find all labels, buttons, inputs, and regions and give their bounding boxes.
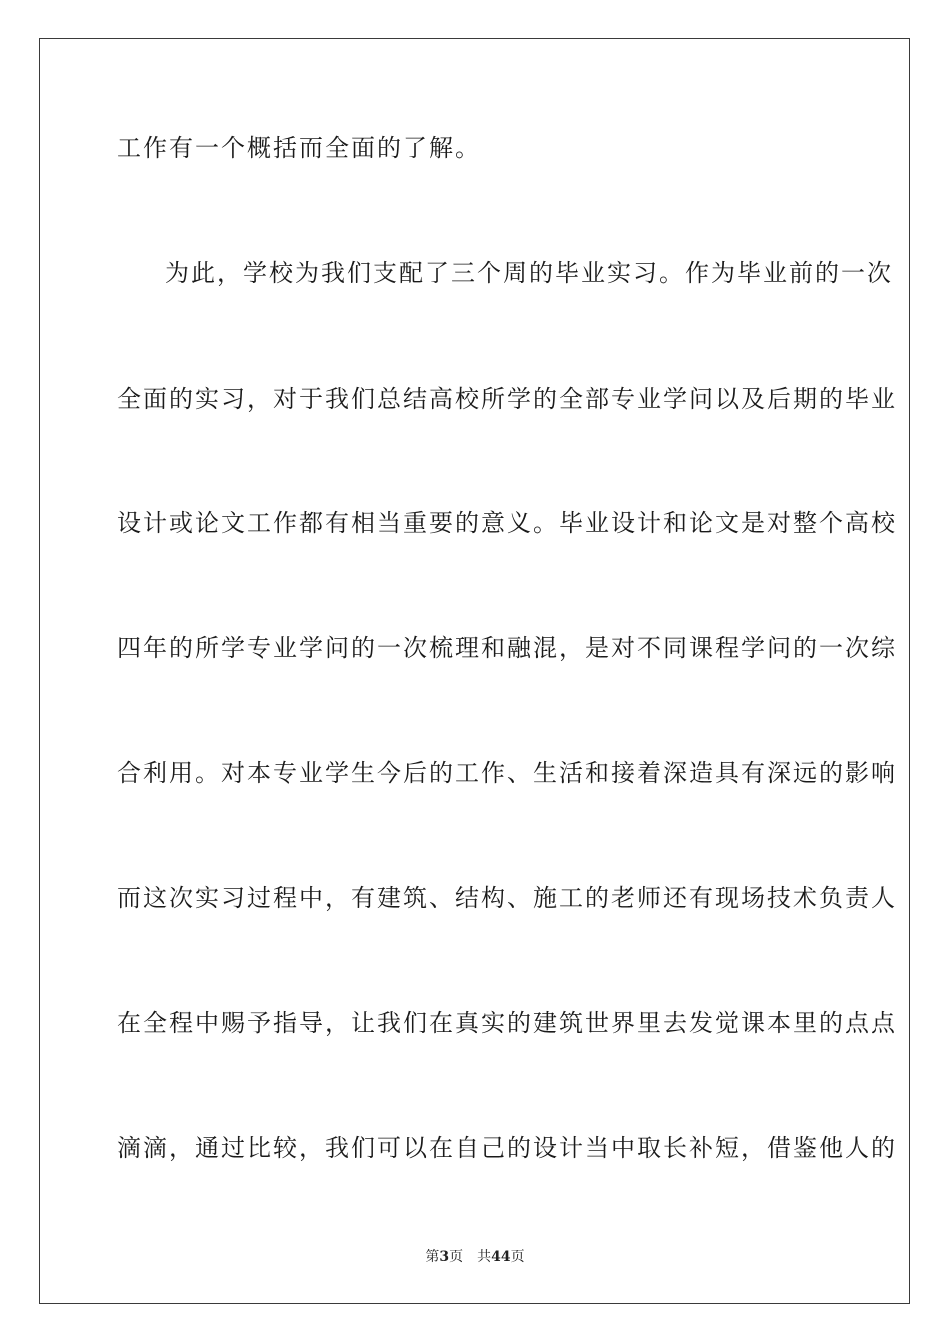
total-prefix: 共 <box>477 1249 492 1265</box>
body-text-line: 设计或论文工作都有相当重要的意义。毕业设计和论文是对整个高校 <box>117 509 897 537</box>
page-footer <box>0 1248 950 1266</box>
body-text-line: 四年的所学专业学问的一次梳理和融混，是对不同课程学问的一次综 <box>117 634 897 662</box>
body-text-line: 合利用。对本专业学生今后的工作、生活和接着深造具有深远的影响 <box>117 759 897 787</box>
page-border <box>39 38 910 1304</box>
total-suffix: 页 <box>510 1249 525 1265</box>
total-pages: 44 <box>491 1249 511 1265</box>
body-text-line: 滴滴，通过比较，我们可以在自己的设计当中取长补短，借鉴他人的 <box>117 1134 897 1162</box>
body-text-line: 全面的实习，对于我们总结高校所学的全部专业学问以及后期的毕业 <box>117 385 897 413</box>
page-prefix: 第 <box>425 1249 440 1265</box>
page-suffix: 页 <box>449 1249 464 1265</box>
body-text-line: 而这次实习过程中，有建筑、结构、施工的老师还有现场技术负责人 <box>117 884 897 912</box>
body-text-line: 为此，学校为我们支配了三个周的毕业实习。作为毕业前的一次 <box>165 259 893 287</box>
page-number: 3 <box>439 1249 450 1265</box>
body-text-line: 在全程中赐予指导，让我们在真实的建筑世界里去发觉课本里的点点 <box>117 1009 897 1037</box>
body-text-line: 工作有一个概括而全面的了解。 <box>117 134 481 162</box>
